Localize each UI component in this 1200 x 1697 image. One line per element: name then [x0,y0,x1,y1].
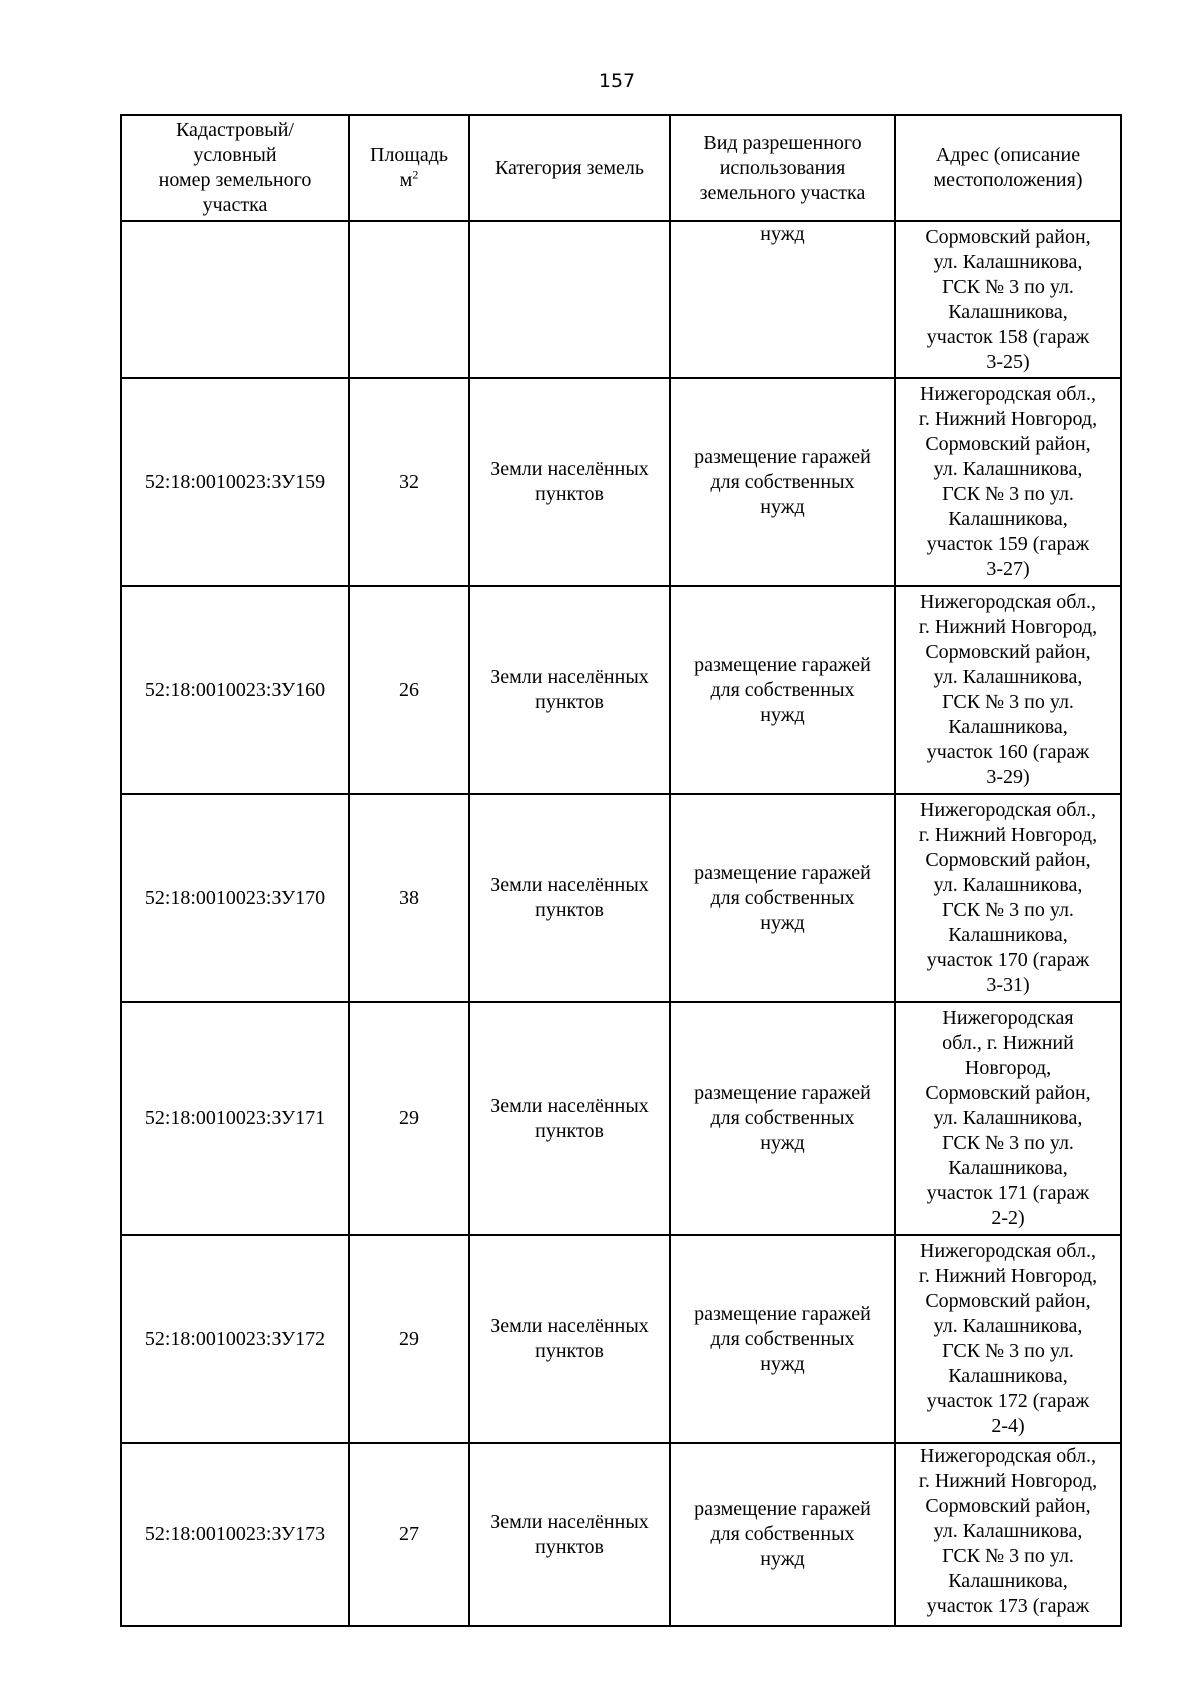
text-line: пунктов [535,1119,604,1142]
text-line: нужд [760,1132,805,1154]
text-line: пунктов [535,691,604,713]
text-line: ГСК № 3 по ул. [942,483,1074,505]
text-line: пунктов [535,483,604,505]
text-line: Земли населённых [490,666,649,688]
cell-category [469,586,670,794]
cell-cadastral: 52:18:0010023:ЗУ172 [121,1235,349,1443]
text-line: местоположения) [933,169,1083,191]
table-row [121,378,1121,586]
cell-address [895,1443,1121,1626]
header-area: Площадь $м^2$ [349,115,469,221]
table-row [121,586,1121,794]
cell-area [349,221,469,378]
cell-area: 27 [349,1443,469,1626]
cell-usage [670,794,895,1002]
text-line: ГСК № 3 по ул. [942,1545,1074,1567]
text-line: Нижегородская обл., [920,591,1096,613]
text-line: Сормовский район, [925,225,1091,248]
cell-usage [670,378,895,586]
text-line: Калашникова, [948,300,1068,323]
cell-usage [670,586,895,794]
text-line: 2-4) [991,1415,1025,1437]
text-line: Вид разрешенного [703,131,862,154]
cell-usage [670,221,895,378]
cell-area: 29 [349,1235,469,1443]
cell-address [895,1002,1121,1235]
text-line: нужд [760,223,805,245]
cell-usage [670,1443,895,1626]
text-line: ул. Калашникова, [933,874,1083,896]
table-row [121,1235,1121,1443]
text-line: ул. Калашникова, [933,458,1083,480]
text-line: ул. Калашникова, [933,250,1083,273]
text-line: Сормовский район, [925,641,1091,663]
cell-cadastral: 52:18:0010023:ЗУ160 [121,586,349,794]
cell-usage [670,1235,895,1443]
text-line: 3-27) [986,558,1030,580]
text-line: Сормовский район, [925,433,1091,455]
cell-area: 32 [349,378,469,586]
text-line: Калашникова, [948,924,1068,946]
cell-address [895,378,1121,586]
text-line: ГСК № 3 по ул. [942,275,1074,298]
table-row-continued [121,221,1121,378]
text-line: Нижегородская обл., [920,1240,1096,1262]
text-line: Калашникова, [948,1365,1068,1387]
text-line: пунктов [535,899,604,921]
text-line: пунктов [535,1535,604,1558]
text-line: Земли населённых [490,458,649,480]
text-line: размещение гаражей [694,1498,871,1520]
text-line: участок 173 (гараж [926,1595,1090,1617]
land-plots-table [120,114,1122,1627]
header-cadastral [121,115,349,221]
text-line: для собственных [710,1327,855,1350]
cell-category [469,1002,670,1235]
text-line: г. Нижний Новгород, [918,616,1098,638]
cell-category [469,378,670,586]
text-line: Сормовский район, [925,1290,1091,1312]
text-line: Адрес (описание [935,144,1081,166]
cell-address [895,1235,1121,1443]
text-line: 3-29) [986,766,1030,788]
text-line: участок 159 (гараж [926,533,1090,555]
text-line: Земли населённых [490,1510,649,1533]
page-number: 157 [598,70,636,92]
text-line: Сормовский район, [925,1495,1091,1517]
cell-category [469,794,670,1002]
table-header-row [121,115,1121,221]
text-line: 3-31) [986,974,1030,996]
cell-address [895,794,1121,1002]
text-line: размещение гаражей [694,445,871,468]
text-line: Калашникова, [948,1570,1068,1592]
cell-area: 29 [349,1002,469,1235]
text-line: ГСК № 3 по ул. [942,1340,1074,1362]
text-line: нужд [760,495,805,518]
cell-cadastral: 52:18:0010023:ЗУ159 [121,378,349,586]
text-line: ул. Калашникова, [933,1520,1083,1542]
header-usage [670,115,895,221]
text-line: Нижегородская обл., [920,383,1096,405]
text-line: для собственных [710,678,855,701]
text-line: Калашникова, [948,716,1068,738]
cell-usage [670,1002,895,1235]
header-address [895,115,1121,221]
text-line: ГСК № 3 по ул. [942,1132,1074,1154]
cell-category [469,221,670,378]
text-line: ул. Калашникова, [933,1315,1083,1337]
text-line: Кадастровый/ [175,119,294,141]
text-line: Новгород, [964,1057,1052,1079]
text-line: ГСК № 3 по ул. [942,899,1074,921]
text-line: пунктов [535,1340,604,1362]
text-line: г. Нижний Новгород, [918,1265,1098,1287]
text-line: для собственных [710,886,855,909]
text-line: участок 172 (гараж [926,1390,1090,1412]
text-line: нужд [760,1548,805,1570]
cell-address [895,221,1121,378]
text-line: участок 170 (гараж [926,949,1090,971]
text-line: нужд [760,1352,805,1375]
text-line: г. Нижний Новгород, [918,824,1098,846]
text-line: г. Нижний Новгород, [918,408,1098,430]
text-line: ул. Калашникова, [933,1107,1083,1129]
text-line: 2-2) [991,1207,1025,1229]
table-row [121,1002,1121,1235]
text-line: участка [202,194,268,216]
text-line: Нижегородская обл., [920,799,1096,821]
header-category: Категория земель [469,115,670,221]
text-line: Калашникова, [948,1157,1068,1179]
text-line: для собственных [710,1523,855,1545]
cell-address [895,586,1121,794]
table-row [121,1443,1121,1626]
text-line: 3-25) [986,350,1030,373]
cell-category [469,1443,670,1626]
cell-cadastral: 52:18:0010023:ЗУ170 [121,794,349,1002]
text-line: нужд [760,703,805,726]
text-line: размещение гаражей [694,1302,871,1325]
cell-area: 38 [349,794,469,1002]
text-line: ул. Калашникова, [933,666,1083,688]
text-line: размещение гаражей [694,861,871,884]
cell-category [469,1235,670,1443]
table-row [121,794,1121,1002]
text-line: Нижегородская обл., [920,1445,1096,1467]
text-line: размещение гаражей [694,1082,871,1104]
text-line: участок 160 (гараж [926,741,1090,763]
text-line: номер земельного [158,169,312,191]
text-line: ГСК № 3 по ул. [942,691,1074,713]
text-line: использования [719,156,846,179]
text-line: для собственных [710,1107,855,1129]
text-line: Земли населённых [490,1315,649,1337]
text-line: Сормовский район, [925,849,1091,871]
text-line: Земли населённых [490,874,649,896]
text-line: участок 171 (гараж [926,1182,1090,1204]
cell-cadastral: 52:18:0010023:ЗУ171 [121,1002,349,1235]
text-line: Нижегородская [942,1007,1074,1029]
text-line: для собственных [710,470,855,493]
text-line: размещение гаражей [694,653,871,676]
text-line: г. Нижний Новгород, [918,1470,1098,1492]
text-line: Земли населённых [490,1094,649,1117]
text-line: обл., г. Нижний [942,1032,1074,1054]
cell-cadastral [121,221,349,378]
cell-area: 26 [349,586,469,794]
text-line: Калашникова, [948,508,1068,530]
text-line: условный [193,144,277,166]
text-line: Сормовский район, [925,1082,1091,1104]
text-line: участок 158 (гараж [926,325,1090,348]
text-line: земельного участка [699,181,866,204]
cell-cadastral: 52:18:0010023:ЗУ173 [121,1443,349,1626]
text-line: нужд [760,911,805,934]
